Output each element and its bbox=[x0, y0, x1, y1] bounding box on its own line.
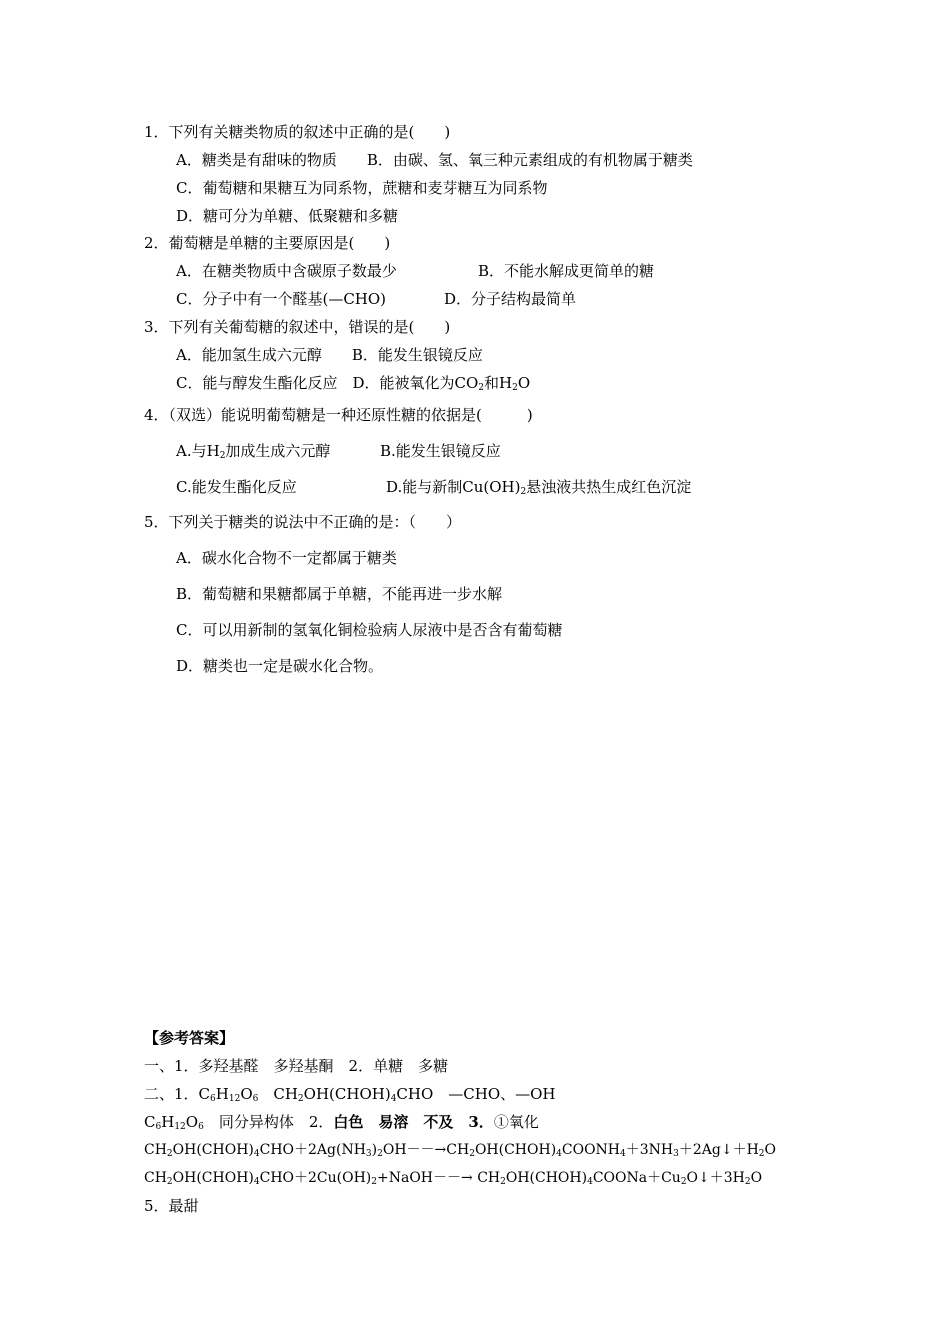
answer-text: OH(CHOH) bbox=[474, 1142, 557, 1158]
question-1-option-c: C．葡萄糖和果糖互为同系物，蔗糖和麦芽糖互为同系物 bbox=[176, 179, 548, 197]
subscript: 3 bbox=[365, 1149, 372, 1159]
question-3-option-cd bbox=[176, 373, 530, 393]
answer-text: 二、1．C bbox=[144, 1085, 211, 1103]
answer-text: CH bbox=[144, 1142, 167, 1158]
subscript: 2 bbox=[371, 1177, 377, 1187]
question-4-option-a-text: A.与H bbox=[176, 442, 220, 460]
question-1-option-d: D．糖可分为单糖、低聚糖和多糖 bbox=[176, 207, 399, 225]
question-4-option-d-text: 悬浊液共热生成红色沉淀 bbox=[526, 478, 692, 496]
answer-text: O bbox=[764, 1142, 777, 1158]
answers-line-1: 一、1．多羟基醛 多羟基酮 2．单糖 多糖 bbox=[144, 1057, 449, 1075]
answer-bold-text: 白色 易溶 不及 3． bbox=[333, 1113, 494, 1131]
answer-text: CH bbox=[144, 1170, 167, 1186]
question-1-option-ab: A．糖类是有甜味的物质 B．由碳、氢、氧三种元素组成的有机物属于糖类 bbox=[176, 151, 693, 169]
subscript: 2 bbox=[297, 1094, 304, 1104]
subscript: 3 bbox=[673, 1149, 679, 1159]
question-4-option-d bbox=[386, 477, 691, 497]
subscript: 4 bbox=[253, 1149, 260, 1159]
question-4-option-a bbox=[176, 441, 330, 461]
question-4-option-b: B.能发生银镜反应 bbox=[380, 442, 501, 460]
question-2-stem: 2．葡萄糖是单糖的主要原因是( ) bbox=[144, 234, 391, 252]
question-3-option-cd-text: C．能与醇发生酯化反应 D．能被氧化为CO bbox=[176, 374, 479, 392]
answer-text: ) bbox=[371, 1142, 378, 1158]
answer-text: OH(CHOH) bbox=[172, 1142, 254, 1158]
answer-text: O↓＋3H bbox=[686, 1170, 745, 1186]
subscript: 4 bbox=[587, 1177, 593, 1187]
question-5-option-c: C．可以用新制的氢氧化铜检验病人尿液中是否含有葡萄糖 bbox=[176, 621, 563, 639]
subscript: 2 bbox=[469, 1149, 475, 1159]
subscript: 2 bbox=[520, 487, 527, 497]
answers-line-5 bbox=[144, 1168, 762, 1188]
subscript: 6 bbox=[155, 1122, 162, 1132]
subscript: 2 bbox=[500, 1177, 506, 1187]
answer-text: CHO —CHO、—OH bbox=[396, 1085, 556, 1103]
answers-heading: 【参考答案】 bbox=[144, 1029, 235, 1047]
subscript: 2 bbox=[219, 451, 226, 461]
subscript: 2 bbox=[166, 1177, 173, 1187]
question-2-option-d: D．分子结构最简单 bbox=[444, 290, 577, 308]
subscript: 4 bbox=[556, 1149, 562, 1159]
answer-text: ①氧化 bbox=[493, 1113, 539, 1131]
subscript: 4 bbox=[390, 1094, 397, 1104]
question-1-stem: 1．下列有关糖类物质的叙述中正确的是( ) bbox=[144, 123, 451, 141]
question-3-option-ab: A．能加氢生成六元醇 B．能发生银镜反应 bbox=[176, 346, 483, 364]
answer-text: O bbox=[750, 1170, 763, 1186]
question-2-option-b: B．不能水解成更简单的糖 bbox=[478, 262, 655, 280]
question-4-option-c: C.能发生酯化反应 bbox=[176, 478, 297, 496]
answer-text: O bbox=[240, 1085, 253, 1103]
subscript: 4 bbox=[620, 1149, 626, 1159]
subscript: 2 bbox=[512, 383, 518, 393]
subscript: 2 bbox=[377, 1149, 383, 1159]
answer-text: OH－－→CH bbox=[382, 1142, 470, 1158]
subscript: 6 bbox=[252, 1094, 259, 1104]
question-4-option-d-text: D.能与新制Cu(OH) bbox=[386, 478, 521, 496]
answer-text: H bbox=[215, 1085, 229, 1103]
question-2-option-c: C．分子中有一个醛基(—CHO) bbox=[176, 290, 387, 308]
question-5-stem: 5．下列关于糖类的说法中不正确的是：（ ） bbox=[144, 513, 462, 531]
question-2-option-a: A．在糖类物质中含碳原子数最少 bbox=[176, 262, 397, 280]
answer-text: +NaOH－－→ CH bbox=[377, 1170, 501, 1186]
subscript: 4 bbox=[253, 1177, 260, 1187]
subscript: 2 bbox=[758, 1149, 765, 1159]
answer-text: 同分异构体 2． bbox=[203, 1113, 334, 1131]
question-4-option-a-text: 加成生成六元醇 bbox=[225, 442, 331, 460]
subscript: 12 bbox=[228, 1094, 241, 1104]
subscript: 2 bbox=[680, 1177, 687, 1187]
question-4-stem: 4．（双选）能说明葡萄糖是一种还原性糖的依据是( ) bbox=[144, 406, 533, 424]
answer-text: OH(CHOH) bbox=[505, 1170, 588, 1186]
question-5-option-d: D．糖类也一定是碳水化合物。 bbox=[176, 657, 384, 675]
answer-text: CHO＋2Ag(NH bbox=[259, 1142, 366, 1158]
answers-line-4 bbox=[144, 1140, 776, 1160]
subscript: 6 bbox=[198, 1122, 204, 1132]
answer-text: CH bbox=[258, 1085, 298, 1103]
question-3-option-cd-text: 和H bbox=[484, 374, 513, 392]
answer-text: CHO＋2Cu(OH) bbox=[259, 1170, 372, 1186]
subscript: 2 bbox=[478, 383, 485, 393]
subscript: 12 bbox=[174, 1122, 186, 1132]
question-3-option-cd-text: O bbox=[517, 374, 531, 392]
answer-text: C bbox=[144, 1113, 156, 1131]
answer-text: OH(CHOH) bbox=[172, 1170, 254, 1186]
answer-text: H bbox=[161, 1113, 175, 1131]
answer-text: O bbox=[185, 1113, 199, 1131]
answer-text: COONa＋Cu bbox=[592, 1170, 681, 1186]
question-5-option-a: A．碳水化合物不一定都属于糖类 bbox=[176, 549, 397, 567]
subscript: 2 bbox=[744, 1177, 751, 1187]
subscript: 2 bbox=[166, 1149, 173, 1159]
answer-text: ＋3NH bbox=[625, 1142, 674, 1158]
answer-text: ＋2Ag↓＋H bbox=[678, 1142, 759, 1158]
question-5-option-b: B．葡萄糖和果糖都属于单糖，不能再进一步水解 bbox=[176, 585, 503, 603]
answers-line-3 bbox=[144, 1112, 539, 1132]
answer-text: OH(CHOH) bbox=[303, 1085, 391, 1103]
answer-text: COONH bbox=[561, 1142, 621, 1158]
subscript: 6 bbox=[210, 1094, 216, 1104]
question-3-stem: 3．下列有关葡萄糖的叙述中，错误的是( ) bbox=[144, 318, 451, 336]
answers-line-6: 5．最甜 bbox=[144, 1197, 199, 1215]
answers-line-2 bbox=[144, 1084, 556, 1104]
